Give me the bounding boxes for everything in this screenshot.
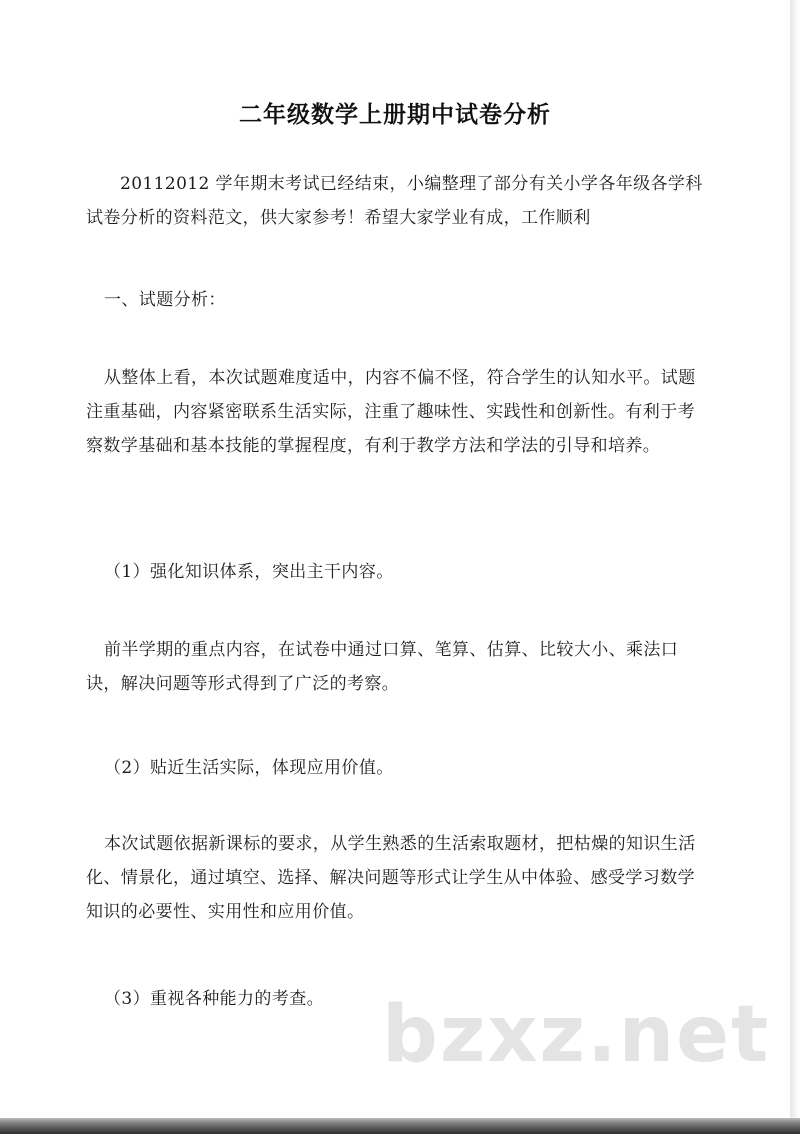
subheading-1-paragraph: 前半学期的重点内容，在试卷中通过口算、笔算、估算、比较大小、乘法口诀，解决问题等形式得到了广泛的考察。 [86,640,679,694]
subheading-2-paragraph: 本次试题依据新课标的要求，从学生熟悉的生活索取题材，把枯燥的知识生活化、情景化，通过填空、选择、解决问题等形式让学生从中体验、感受学习数学知识的必要性、实用性和应用价值。 [86,834,696,922]
subheading-2: （2）贴近生活实际，体现应用价值。 [104,758,394,778]
subheading-3: （3）重视各种能力的考查。 [104,989,325,1009]
overview-paragraph: 从整体上看，本次试题难度适中，内容不偏不怪，符合学生的认知水平。试题注重基础，内容紧密联系生活实际，注重了趣味性、实践性和创新性。有利于考察数学基础和基本技能的掌握程度，有利于教学方法和学法的引导和培养。 [86,368,696,456]
viewer-bottom-bar [0,1118,800,1134]
section-heading-analysis: 一、试题分析： [104,290,226,310]
page-edge-shadow [790,0,800,1118]
watermark-logo: bzxz.net [382,990,771,1080]
document-title: 二年级数学上册期中试卷分析 [239,102,551,128]
intro-paragraph: 20112012 学年期末考试已经结束，小编整理了部分有关小学各年级各学科试卷分析的资料范文，供大家参考！希望大家学业有成，工作顺利 [86,174,703,228]
subheading-1: （1）强化知识体系，突出主干内容。 [104,562,394,582]
